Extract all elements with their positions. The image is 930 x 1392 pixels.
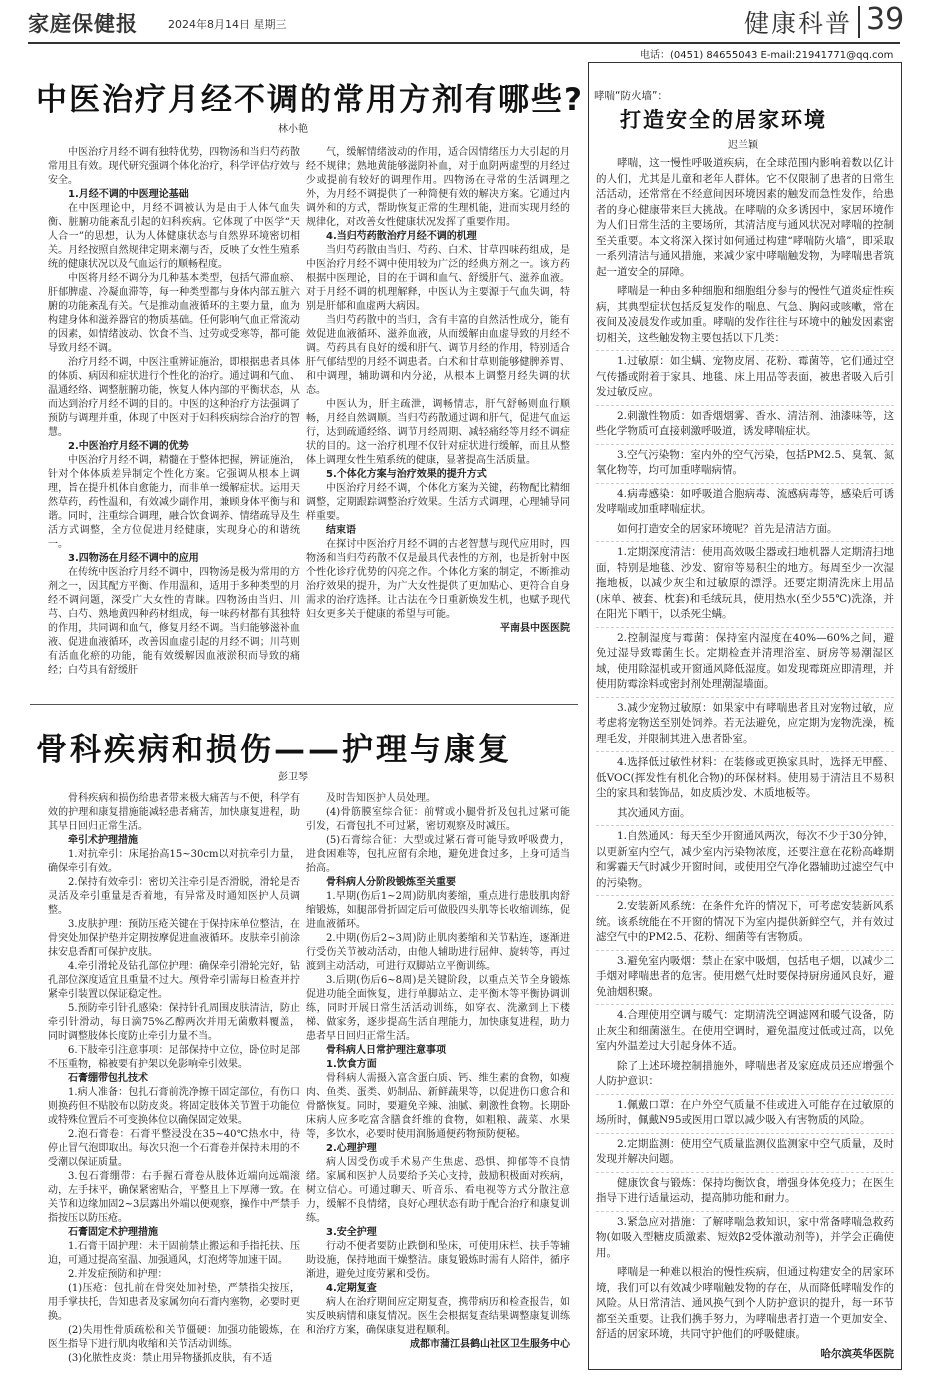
paragraph: 哮喘是一种难以根治的慢性疾病，但通过构建安全的居家环境，我们可以有效减少哮喘触发物的存在，从而降低哮喘发作的风险。从日常清洁、通风换气到个人防护意识的提升，每一环节都至关重要。让我们携手努力，为哮喘患者打造一个更加安全、舒适的居家环境，共同守护他们的呼吸健康。	[596, 1266, 894, 1340]
paragraph: 气，缓解情绪波动的作用，适合因情绪压力大引起的月经不规律；熟地黄能够滋阴补血，对于血阴两虚型的月经过少或提前有较好的调理作用。四物汤在寻常的生活调理之外，为月经不调提供了一种简便有效的解决方案。它通过内调外和的方式，帮助恢复正常的生理机能，进而实现月经的规律化，对改善女性健康状况发挥了重要作用。	[306, 147, 570, 228]
paragraph: 1.石膏干固护理：未干固前禁止搬运和手指托扶、压迫，可通过提高室温、加强通风，灯泡烤等加速干固。	[48, 1241, 300, 1266]
newspaper-name: 家庭保健报	[28, 12, 138, 36]
list-item: 4.病毒感染：如呼吸道合胞病毒、流感病毒等，感染后可诱发哮喘或加重哮喘症状。	[596, 483, 894, 518]
list-item: 3.避免室内吸烟：禁止在家中吸烟，包括电子烟，以减少二手烟对哮喘患者的危害。使用燃气灶时要保持厨房通风良好，避免油烟积聚。	[596, 950, 894, 1001]
paragraph: 在探讨中医治疗月经不调的古老智慧与现代应用时，四物汤和当归芍药散不仅是最具代表性的方剂，也是折射中医个性化诊疗优势的闪亮之作。个体化方案的制定，不断推动治疗效果的提升，为广大女性提供了更加贴心、更符合自身需求的治疗选择。让古法在今日重新焕发生机，也赋予现代妇女更多关于健康的希望与可能。	[306, 539, 570, 620]
article1-title: 中医治疗月经不调的常用方剂有哪些?	[36, 82, 584, 118]
institution-credit: 哈尔滨英华医院	[820, 1347, 894, 1360]
institution-credit: 成都市蒲江县鹤山社区卫生服务中心	[410, 1339, 570, 1350]
article3-title: 打造安全的居家环境	[620, 108, 827, 132]
subheading: 2.中医治疗月经不调的优势	[68, 441, 189, 452]
paragraph: 5.预防牵引针孔感染：保持针孔周围皮肤清洁，防止牵引针滑动，每日滴75%乙醇两次并用无菌敷料覆盖，同时调整肢体长度防止牵引力量不当。	[48, 1003, 300, 1042]
minor-heading: 3.安全护理	[326, 1227, 377, 1238]
list-item: 2.安装新风系统：在条件允许的情况下，可考虑安装新风系统。该系统能在不开窗的情况下为室内提供新鲜空气，并有效过滤空气中的PM2.5、花粉、细菌等有害物质。	[596, 895, 894, 946]
paragraph: (3)化脓性皮炎：禁止用异物搔抓皮肤，有不适	[68, 1353, 273, 1364]
paragraph: 哮喘，这一慢性呼吸道疾病，在全球范围内影响着数以亿计的人们，尤其是儿童和老年人群体。它不仅限制了患者的日常生活活动，还常常在不经意间因环境因素的触发而急性发作，给患者的身心健康带来巨大挑战。在哮喘的众多诱因中，家居环境作为人们日常生活的主要场所，其清洁度与通风状况对哮喘的控制至关重要。本文将深入探讨如何通过构建“哮喘防火墙”，即采取一系列清洁与通风措施，来减少家中哮喘触发物，为哮喘患者筑起一道安全的屏障。	[596, 157, 894, 278]
article3-author: 迟兰颖	[728, 140, 758, 151]
paragraph: 治疗月经不调，中医注重辨证施治，即根据患者具体的体质、病因和症状进行个性化的治疗。通过调和气血、温通经络、调整脏腑功能，恢复人体内部的平衡状态，从而达到治疗月经不调的目的。中医的这种治疗方法强调了预防与调理并重，体现了中医对于妇科疾病综合治疗的智慧。	[48, 357, 300, 438]
header-separator	[858, 6, 860, 38]
paragraph: 病人在治疗期间应定期复查，携带病历和检查报告，如实反映病情和康复情况。医生会根据复查结果调整康复训练和治疗方案，确保康复进程顺利。	[306, 1297, 570, 1336]
article1-column-1	[48, 146, 300, 694]
list-item: 2.控制湿度与霉菌：保持室内湿度在40%—60%之间，避免过湿导致霉菌生长。定期检查并清理浴室、厨房等易潮湿区域，使用除湿机或开窗通风降低湿度。如发现霉斑应即清理，并使用防霉涂料或密封剂处理潮湿墙面。	[596, 627, 894, 693]
paragraph: 当归芍药散由当归、芍药、白术、甘草四味药组成，是中医治疗月经不调中使用较为广泛的经典方剂之一。该方药根据中医理论，目的在于调和血气、舒缓肝气、滋养血液。对于月经不调的机理解释，中医认为主要源于气血失调，特别是肝郁和血虚两大病因。	[306, 245, 570, 312]
paragraph: 当归芍药散中的当归，含有丰富的自然活性成分，能有效促进血液循环、滋养血液，从而缓解由血虚导致的月经不调。芍药具有良好的缓和肝气、调节月经的作用，特别适合肝气郁结型的月经不调患者。白术和甘草则能够健脾养胃、和中调理，辅助调和内分泌，从根本上调整月经失调的状态。	[306, 315, 570, 396]
article2-column-1	[48, 792, 300, 1372]
subheading: 1.月经不调的中医理论基础	[68, 189, 189, 200]
paragraph: 3.后期(伤后6~8周)是关键阶段，以重点关节全身锻炼促进功能全面恢复，进行单脚站立、走平衡木等平衡协调训练，同时开展日常生活活动训练，如穿衣、洗漱到上下楼梯、做家务，逐步提高生活自理能力，加快康复进程，助力患者早日回归正常生活。	[306, 975, 570, 1042]
paragraph: 中医治疗月经不调，精髓在于整体把握，辨证施治，针对个体体质差异制定个性化方案。它强调从根本上调理，旨在提升机体自愈能力，而非单一缓解症状。运用天然草药，药性温和，有效减少副作用，兼顾身体平衡与和谐。同时，注重综合调理，融合饮食调养、情绪疏导及生活方式调整，全方位促进月经健康，实现身心的和谐统一。	[48, 455, 300, 550]
article1-author: 林小艳	[278, 124, 308, 135]
paragraph: 其次通风方面。	[617, 806, 691, 819]
paragraph: (4)骨筋膜室综合征：前臂或小腿骨折及包扎过紧可能引发，石膏包扎不可过紧，密切观察及时减压。	[306, 807, 570, 832]
paragraph: (5)石膏综合征：大型或过紧石膏可能导致呼吸费力，进食困难等，包扎应留有余地，避免进食过多，上身可适当抬高。	[306, 835, 570, 874]
paragraph: 行动不便者要防止跌倒和坠床，可使用床栏、扶手等辅助设施，保持地面干燥整洁。康复锻炼时需有人陪伴，循序渐进，避免过度劳累和受伤。	[306, 1241, 570, 1280]
minor-heading: 2.心理护理	[326, 1143, 377, 1154]
article-divider	[30, 704, 578, 705]
paragraph: 中医治疗月经不调有独特优势，四物汤和当归芍药散常用且有效。现代研究强调个体化治疗，科学评估疗效与安全。	[48, 147, 300, 186]
header-rule	[28, 42, 900, 44]
contact-line: 电话：(0451) 84655043 E-mail:21941771@qq.com	[640, 50, 894, 61]
paragraph: 2.并发症预防和护理：	[68, 1269, 168, 1280]
paragraph: 除了上述环境控制措施外，哮喘患者及家庭成员还应增强个人防护意识：	[596, 1059, 894, 1087]
article3-kicker: 哮喘“防火墙”：	[594, 90, 668, 102]
subheading: 3.四物汤在月经不调中的应用	[68, 553, 199, 564]
paragraph: 哮喘是一种由多种细胞和细胞组分参与的慢性气道炎症性疾病，其典型症状包括反复发作的喘息、气急、胸闷或咳嗽，常在夜间及凌晨发作或加重。哮喘的发作往往与环境中的触发因素密切相关，这些触发物主要包括以下几类：	[596, 285, 894, 344]
paragraph: 中医将月经不调分为几种基本类型，包括气滞血瘀、肝郁脾虚、冷凝血滞等，每一种类型都与身体内部五脏六腑的功能紊乱有关。气是推动血液循环的主要力量，血为构建身体和滋养器官的物质基础。任何影响气血正常流动的因素，如情绪波动、饮食不当、过劳或受寒等，都可能导致月经不调。	[48, 273, 300, 354]
list-item: 4.选择低过敏性材料：在装修或更换家具时，选择无甲醛、低VOC(挥发性有机化合物)的环保材料。使用易于清洁且不易积尘的家具和装饰品，如皮质沙发、木质地板等。	[596, 751, 894, 802]
article2-column-2	[306, 792, 570, 1372]
list-item: 2.定期监测：使用空气质量监测仪监测家中空气质量，及时发现并解决问题。	[596, 1133, 894, 1168]
paragraph: 及时告知医护人员处理。	[326, 793, 436, 804]
paragraph: 1.对抗牵引：床尾抬高15~30cm以对抗牵引力量，确保牵引有效。	[48, 849, 300, 874]
subheading: 石膏绷带包扎技术	[68, 1073, 148, 1084]
institution-credit: 平南县中医医院	[500, 623, 570, 634]
subheading: 牵引术护理措施	[68, 835, 138, 846]
paragraph: 3.包石膏绷带：右手握石膏卷从肢体近端向远端滚动，左手抹平，确保紧密贴合，平整且上下厚薄一致。在关节和边缘加固2~3层露出外端以便观察，操作中严禁手指按压以防压疮。	[48, 1171, 300, 1224]
paragraph: 2.保持有效牵引：密切关注牵引是否滑脱，滑轮是否灵活及牵引重量是否着地，有异常及时通知医护人员调整。	[48, 877, 300, 916]
list-item: 4.合理使用空调与暖气：定期清洗空调滤网和暖气设备，防止灰尘和细菌滋生。在使用空调时，避免温度过低或过高，以免室内外温差过大引起身体不适。	[596, 1004, 894, 1055]
issue-date: 2024年8月14日 星期三	[168, 18, 287, 31]
list-item: 1.定期深度清洁：使用高效吸尘器或扫地机器人定期清扫地面，特别是地毯、沙发、窗帘等易积尘的地方。每周至少一次湿拖地板，以减少灰尘和过敏原的漂浮。还要定期清洗床上用品(床单、被套、枕套)和毛绒玩具，使用热水(至少55℃)洗涤，并在阳光下晒干，以杀死尘螨。	[596, 541, 894, 623]
subheading: 石膏固定术护理措施	[68, 1227, 158, 1238]
section-title: 健康科普	[744, 9, 853, 38]
paragraph: 2.泡石膏卷：石膏平整浸没在35~40℃热水中，待停止冒气泡即取出。每次只泡一个石膏卷并保持未用的不受潮以保证质量。	[48, 1129, 300, 1168]
paragraph: 骨科病人需摄入富含蛋白质、钙、维生素的食物，如瘦肉、鱼类、蛋类、奶制品、新鲜蔬果等，以促进伤口愈合和骨骼恢复。同时，要避免辛辣、油腻、刺激性食物。长期卧床病人应多吃富含膳食纤维的食物，如粗粮、蔬菜、水果等，多饮水，必要时使用润肠通便药物预防便秘。	[306, 1073, 570, 1140]
paragraph: 4.牵引滑轮及钻孔部位护理：确保牵引滑轮完好，钻孔部位深度适宜且重量不过大。颅骨牵引需每日检查并拧紧牵引装置以保证稳定性。	[48, 961, 300, 1000]
paragraph: 1.病人准备：包扎石膏前洗净擦干固定部位，有伤口则换药但不贴胶布以防皮炎。将固定肢体关节置于功能位或特殊位置后不可变换体位以确保固定效果。	[48, 1087, 300, 1126]
minor-heading: 4.定期复查	[326, 1283, 377, 1294]
list-item: 2.刺激性物质：如香烟烟雾、香水、清洁剂、油漆味等，这些化学物质可直接刺激呼吸道，诱发哮喘症状。	[596, 405, 894, 440]
paragraph: 2.中期(伤后2~3周)防止肌肉萎缩和关节粘连，逐渐进行受伤关节被动活动，由他人辅助进行屈伸、旋转等，再过渡到主动活动，可进行双脚站立平衡训练。	[306, 933, 570, 972]
list-item: 3.减少宠物过敏原：如果家中有哮喘患者且对宠物过敏，应考虑将宠物送至别处饲养。若无法避免，应定期为宠物洗澡，梳理毛发，并限制其进入患者卧室。	[596, 697, 894, 748]
subheading: 骨科病人分阶段锻炼至关重要	[326, 877, 456, 888]
paragraph: 骨科疾病和损伤给患者带来极大痛苦与不便，科学有效的护理和康复措施能减轻患者痛苦，加快康复进程，助其早日回归正常生活。	[48, 793, 300, 832]
article1-column-2	[306, 146, 570, 694]
paragraph: 如何打造安全的居家环境呢？首先是清洁方面。	[617, 522, 838, 535]
subheading: 5.个体化方案与治疗效果的提升方式	[326, 469, 487, 480]
article2-author: 彭卫琴	[278, 772, 308, 783]
list-item: 1.自然通风：每天至少开窗通风两次，每次不少于30分钟，以更新室内空气，减少室内污染物浓度，还要注意在花粉高峰期和雾霾天气时减少开窗时间，或使用空气净化器辅助过滤空气中的污染物。	[596, 825, 894, 891]
paragraph: 中医认为，肝主疏泄，调畅情志，肝气舒畅则血行顺畅，月经自然调顺。当归芍药散通过调和肝气，促进气血运行，达到疏通经络、调节月经周期、减轻痛经等月经不调症状的目的。这一治疗机理不仅针对症状进行缓解，而且从整体上调理女性生殖系统的健康，显著提高生活质量。	[306, 399, 570, 466]
paragraph: 6.下肢牵引注意事项：足部保持中立位，卧位时足部不压重物，棉被要有护架以免影响牵引效果。	[48, 1045, 300, 1070]
list-item: 健康饮食与锻炼：保持均衡饮食，增强身体免疫力；在医生指导下进行适量运动，提高肺功能和耐力。	[596, 1172, 894, 1207]
page-number: 39	[866, 2, 905, 37]
paragraph: 在中医理论中，月经不调被认为是由于人体气血失衡、脏腑功能紊乱引起的妇科疾病。它体现了中医学“天人合一”的思想，认为人体健康状态与自然界环境密切相关。月经按照自然规律定期来潮与否，反映了女性生殖系统的健康状况以及气血运行的顺畅程度。	[48, 203, 300, 270]
paragraph: 病人因受伤或手术易产生焦虑、恐惧、抑郁等不良情绪。家属和医护人员要给予关心支持，鼓励积极面对疾病，树立信心。可通过聊天、听音乐、看电视等方式分散注意力，缓解不良情绪，良好心理状态有助于配合治疗和康复训练。	[306, 1157, 570, 1224]
list-item: 1.过敏原：如尘螨、宠物皮屑、花粉、霉菌等，它们通过空气传播或附着于家具、地毯、床上用品等表面，被患者吸入后引发过敏反应。	[596, 350, 894, 401]
paragraph: 1.早期(伤后1~2周)防肌肉萎缩，重点进行患肢肌肉舒缩锻炼，如腿部骨折固定后可做股四头肌等长收缩训练，促进血液循环。	[306, 891, 570, 930]
subheading: 结束语	[326, 525, 356, 536]
article2-title: 骨科疾病和损伤——护理与康复	[36, 732, 512, 768]
minor-heading: 1.饮食方面	[326, 1059, 377, 1070]
paragraph: 中医治疗月经不调，个体化方案为关键，药物配比精细调整，定期跟踪调整治疗效果。生活方式调理，心理辅导同样重要。	[306, 483, 570, 522]
subheading: 骨科病人日常护理注意事项	[326, 1045, 446, 1056]
list-item: 3.空气污染物：室内外的空气污染，包括PM2.5、臭氧、氮氧化物等，均可加重哮喘病情。	[596, 444, 894, 479]
list-item: 1.佩戴口罩：在户外空气质量不佳或进入可能存在过敏原的场所时，佩戴N95或医用口罩以减少吸入有害物质的风险。	[596, 1094, 894, 1129]
paragraph: 3.皮肤护理：预防压疮关键在于保持床单位整洁，在骨突处加保护垫并定期按摩促进血液循环。皮肤牵引前涂抹安息香酊可保护皮肤。	[48, 919, 300, 958]
paragraph: 在传统中医治疗月经不调中，四物汤是极为常用的方剂之一，因其配方平衡、作用温和，适用于多种类型的月经不调问题，深受广大女性的青睐。四物汤由当归、川芎、白芍、熟地黄四种药材组成，每一味药材都有其独特的作用，共同调和血气，修复月经不调。当归能够滋补血液、促进血液循环，改善因血虚引起的月经不调；川芎则有活血化瘀的功能，能有效缓解因血液淤积而导致的痛经；白芍具有舒缓肝	[48, 567, 300, 676]
paragraph: (2)失用性骨质疏松和关节僵硬：加强功能锻炼，在医生指导下进行肌肉收缩和关节活动训练。	[48, 1325, 300, 1350]
subheading: 4.当归芍药散治疗月经不调的机理	[326, 231, 477, 242]
list-item: 3.紧急应对措施：了解哮喘急救知识，家中常备哮喘急救药物(如吸入型糖皮质激素、短效β2受体激动剂等)，并学会正确使用。	[596, 1211, 894, 1262]
paragraph: (1)压疮：包扎前在骨突处加衬垫，严禁指尖按压，用手掌扶托，告知患者及家属勿向石膏内塞物，必要时更换。	[48, 1283, 300, 1322]
article3-body	[596, 156, 894, 1366]
